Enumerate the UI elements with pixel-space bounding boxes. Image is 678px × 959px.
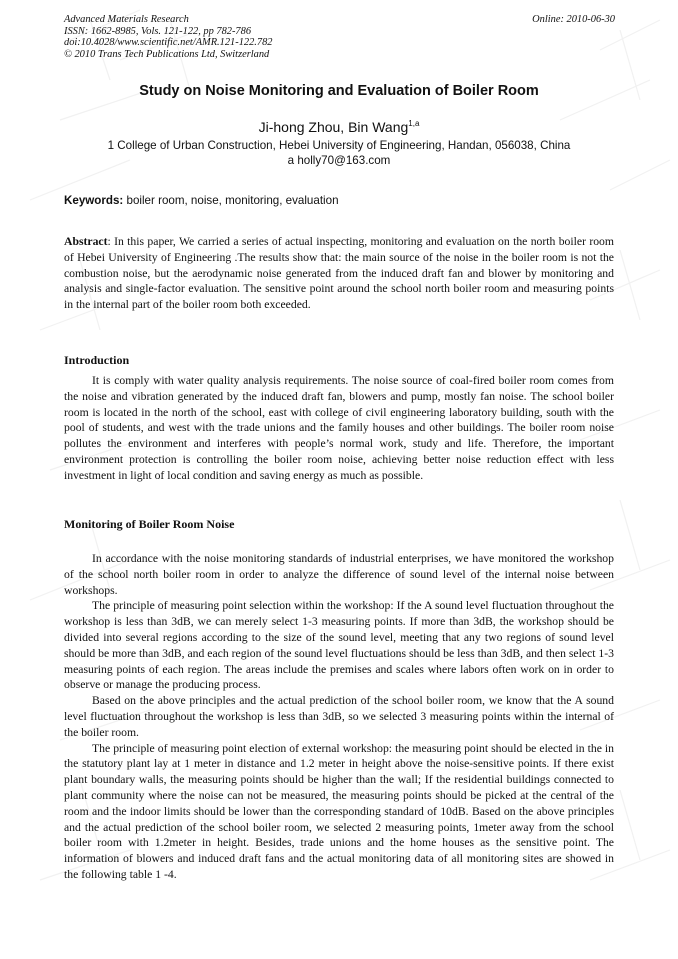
issn-line: ISSN: 1662-8985, Vols. 121-122, pp 782-786 [64,25,252,37]
copyright-line: © 2010 Trans Tech Publications Ltd, Switzerland [64,48,270,60]
monitoring-heading: Monitoring of Boiler Room Noise [64,517,235,531]
keywords-label: Keywords: [64,194,124,207]
email: a holly70@163.com [287,154,391,167]
monitoring-paragraph-1: In accordance with the noise monitoring standards of industrial enterprises, we have monitored the workshop of the school north boiler room in order to analyze the difference of sound level of the internal noise between workshops. [64,552,614,597]
keywords-text: boiler room, noise, monitoring, evaluation [123,194,339,207]
abstract-label: Abstract [64,235,108,248]
author-names: Ji-hong Zhou, Bin Wang [258,119,409,135]
authors [0,119,678,135]
abstract-text: : In this paper, We carried a series of actual inspecting, monitoring and evaluation on the north boiler room of Hebei University of Engineering .The results show that: the main source of the noise in the boiler room is not the combustion noise, but the aerodynamic noise generated from the induced draft fan and blower by monitoring and analysis and single-factor evaluation. The sensitive point around the school north boiler room and measuring points in the internal part of the boiler room both exceeded. [64,235,614,312]
keywords [64,194,339,207]
introduction-text: It is comply with water quality analysis requirements. The noise source of coal-fired boiler room comes from the noise and vibration generated by the induced draft fan, blowers and pump, mostly fan noise. The school boiler room is located in the north of the school, east with college of civil engineering laboratory building, south with the pool of students, and west with the trade unions and the family houses and other buildings. The boiler room noise pollutes the environment and interferes with people’s normal work, study and life. Therefore, the important environment protection is controlling the boiler room noise, achieving better noise reduction effect with less investment in light of local condition and saving energy as much as possible. [64,374,614,482]
journal-header [64,14,272,60]
doi-line: doi:10.4028/www.scientific.net/AMR.121-122.782 [64,37,273,48]
affiliation: 1 College of Urban Construction, Hebei University of Engineering, Handan, 056038, China [107,139,571,152]
abstract [64,234,614,313]
paper-title: Study on Noise Monitoring and Evaluation of Boiler Room [139,83,539,99]
monitoring-paragraph-4: The principle of measuring point election of external workshop: the measuring point should be elected in the in the statutory plant lay at 1 meter in distance and 1.2 meter in height above the noise-sensitive points. If there exist plant boundary walls, the measuring points should be higher than the wall; If the residential buildings connected to plant community where the noise can not be measured, the measuring points should be picked at the central of the room and the indoor limits should be lower than the corresponding standard of 10dB. Based on the above principles and the actual prediction of the school boiler room, we selected 2 measuring points, 1meter away from the school boiler room with 1.2meter in height. Besides, trade unions and the home houses as the sensitive point. The information of blowers and induced draft fans and the actual monitoring data of all monitoring sites are showed in the following table 1 -4. [64,741,614,881]
introduction-heading: Introduction [64,353,130,367]
online-date: Online: 2010-06-30 [532,14,615,25]
introduction-paragraph [64,373,614,484]
affiliation-block [0,138,678,168]
monitoring-body [64,551,614,883]
monitoring-paragraph-3: Based on the above principles and the actual prediction of the school boiler room, we know that the A sound level fluctuation throughout the workshop is less than 3dB, so we selected 3 measuring points within the internal of the boiler room. [64,694,614,739]
author-affiliation-mark: 1,a [408,119,420,128]
journal-name: Advanced Materials Research [64,14,189,25]
monitoring-paragraph-2: The principle of measuring point selection within the workshop: If the A sound level fluctuation throughout the workshop is less than 3dB, we can merely select 1-3 measuring points. If more than 3dB, the workshop should be divided into several regions according to the size of the sound level, meeting that any two regions of sound level should be more than 3dB, and each region of the sound level fluctuations should be less than 3dB, and then select 1-3 measuring points of each region. The areas include the premises and scales where labors often work on in order to observe or manage the producing process. [64,599,614,692]
